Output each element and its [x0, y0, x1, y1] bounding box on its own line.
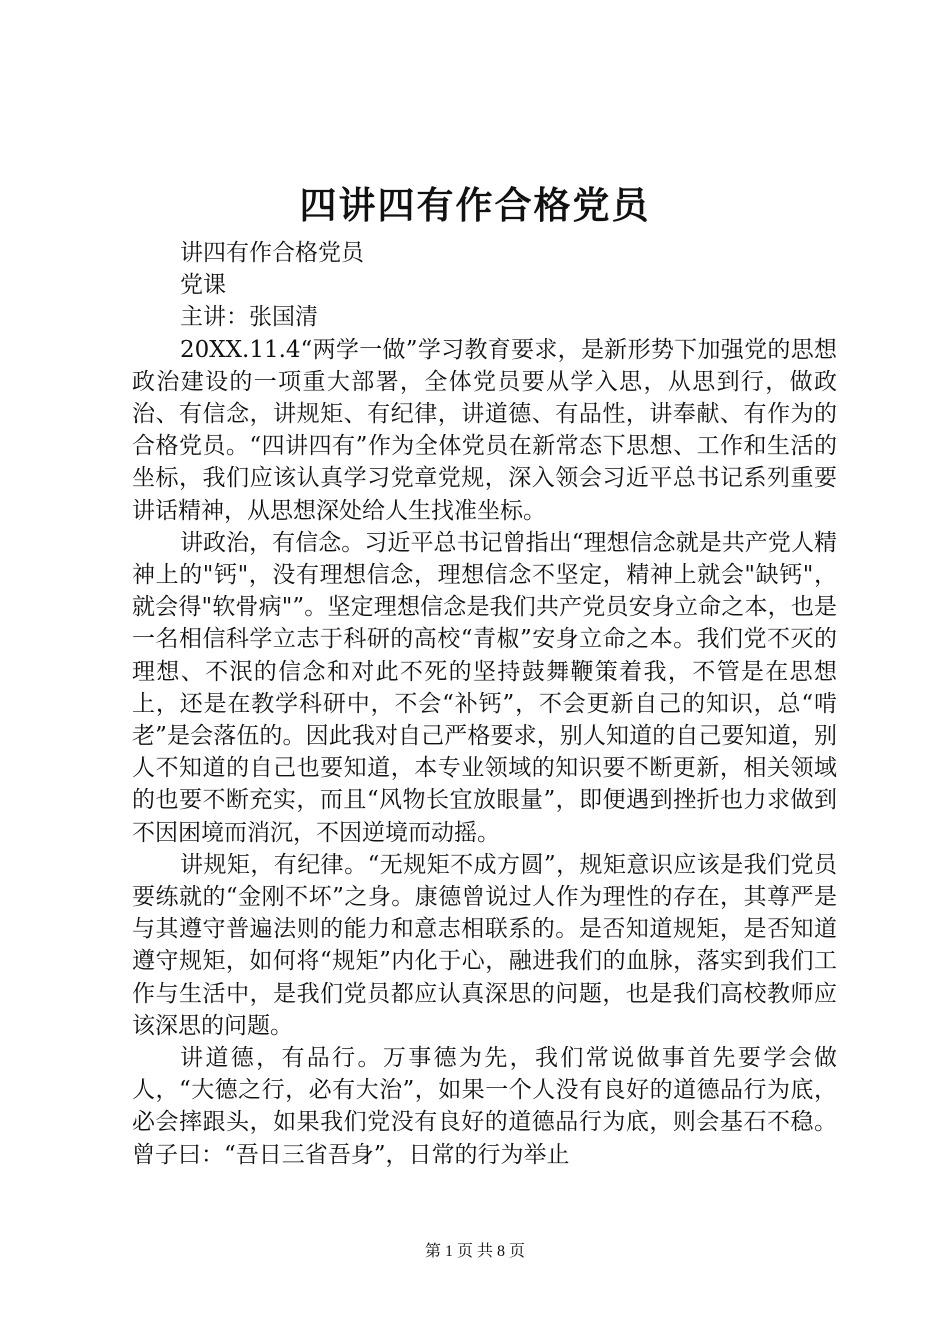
- speaker-line: 主讲：张国清: [180, 304, 318, 331]
- paragraph: 讲道德，有品行。万事德为先，我们常说做事首先要学会做人，“大德之行，必有大治”，如果一个人没有良好的道德品行为底，必会摔跟头，如果我们党没有良好的道德品行为底，则会基石不稳。曾子曰：“吾日三省吾身”，日常的行为举止: [132, 1045, 837, 1168]
- document-title: 四讲四有作合格党员: [299, 183, 651, 227]
- document-body: [132, 237, 837, 1171]
- paragraph: 20XX.11.4“两学一做”学习教育要求，是新形势下加强党的思想政治建设的一项重大部署，全体党员要从学入思，从思到行，做政治、有信念，讲规矩、有纪律，讲道德、有品性，讲奉献、有作为的合格党员。“四讲四有”作为全体党员在新常态下思想、工作和生活的坐标，我们应该认真学习党章党规，深入领会习近平总书记系列重要讲话精神，从思想深处给人生找准坐标。: [132, 336, 837, 524]
- course-type-line: 党课: [180, 272, 226, 299]
- paragraph: 讲政治，有信念。习近平总书记曾指出“理想信念就是共产党人精神上的"钙"，没有理想信念，理想信念不坚定，精神上就会"缺钙"，就会得"软骨病"”。坚定理想信念是我们共产党员安身立命之本，也是一名相信科学立志于科研的高校“青椒”安身立命之本。我们党不灭的理想、不泯的信念和对此不死的坚持鼓舞鞭策着我，不管是在思想上，还是在教学科研中，不会“补钙”，不会更新自己的知识，总“啃老”是会落伍的。因此我对自己严格要求，别人知道的自己要知道，别人不知道的自己也要知道，本专业领域的知识要不断更新，相关领域的也要不断充实，而且“风物长宜放眼量”，即便遇到挫折也力求做到不因困境而消沉，不因逆境而动摇。: [132, 529, 837, 846]
- paragraph: 讲规矩，有纪律。“无规矩不成方圆”，规矩意识应该是我们党员要练就的“金刚不坏”之身。康德曾说过人作为理性的存在，其尊严是与其遵守普遍法则的能力和意志相联系的。是否知道规矩，是否知道遵守规矩，如何将“规矩”内化于心，融进我们的血脉，落实到我们工作与生活中，是我们党员都应认真深思的问题，也是我们高校教师应该深思的问题。: [132, 851, 837, 1039]
- page-footer: 第 1 页 共 8 页: [424, 1243, 525, 1260]
- subtitle-line: 讲四有作合格党员: [180, 240, 364, 266]
